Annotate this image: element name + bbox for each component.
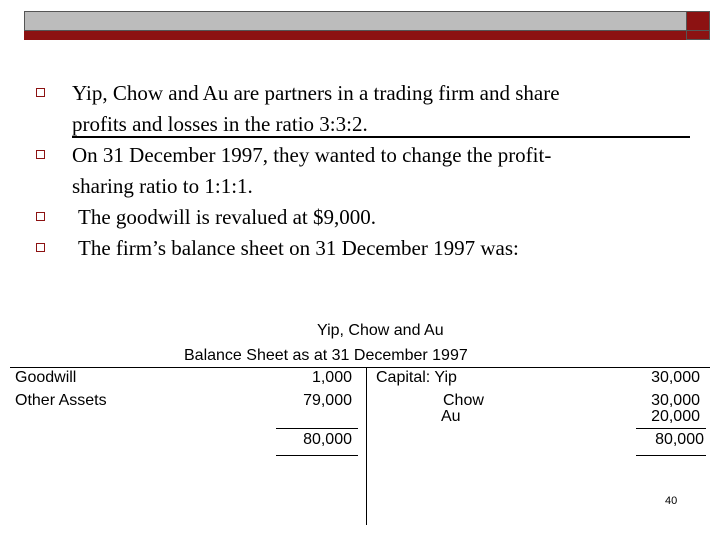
capital-label: Chow (443, 392, 484, 409)
bullet-item (36, 202, 706, 233)
total-underline (276, 455, 358, 456)
bullet-text-line: Yip, Chow and Au are partners in a trading firm and share (72, 81, 560, 105)
t-account-divider (366, 367, 367, 525)
capital-amount: 30,000 (651, 369, 700, 386)
page-number: 40 (665, 495, 678, 507)
t-account-top-line (10, 367, 710, 368)
horizontal-rule (72, 136, 690, 138)
asset-label: Other Assets (15, 392, 107, 409)
header-band-gray (24, 11, 710, 31)
square-bullet-icon (36, 150, 45, 159)
capital-label: Au (441, 408, 461, 425)
square-bullet-icon (36, 88, 45, 97)
balance-sheet-title: Yip, Chow and Au (317, 322, 444, 339)
bullet-text-line: The goodwill is revalued at $9,000. (78, 205, 377, 229)
bullet-text-line: profits and losses in the ratio 3:3:2. (72, 112, 368, 136)
capital-amount: 30,000 (651, 392, 700, 409)
asset-total: 80,000 (303, 431, 352, 448)
subtotal-line (276, 428, 358, 429)
header-band-red (24, 31, 710, 40)
bullet-text-line: The firm’s balance sheet on 31 December 1997 was: (78, 236, 519, 260)
total-underline (636, 455, 706, 456)
square-bullet-icon (36, 212, 45, 221)
subtotal-line (636, 428, 706, 429)
bullet-item (36, 140, 706, 202)
square-bullet-icon (36, 243, 45, 252)
capital-total: 80,000 (655, 431, 704, 448)
balance-sheet-subtitle: Balance Sheet as at 31 December 1997 (184, 347, 468, 364)
asset-amount: 79,000 (303, 392, 352, 409)
bullet-item (36, 78, 706, 140)
capital-label: Capital: Yip (376, 369, 457, 386)
asset-label: Goodwill (15, 369, 77, 386)
bullet-list (36, 78, 706, 264)
bullet-text-line: sharing ratio to 1:1:1. (72, 174, 253, 198)
bullet-item (36, 233, 706, 264)
capital-amount: 20,000 (651, 408, 700, 425)
bullet-text-line: On 31 December 1997, they wanted to change the profit- (72, 143, 552, 167)
asset-amount: 1,000 (311, 369, 352, 386)
header-corner-block (686, 11, 710, 40)
